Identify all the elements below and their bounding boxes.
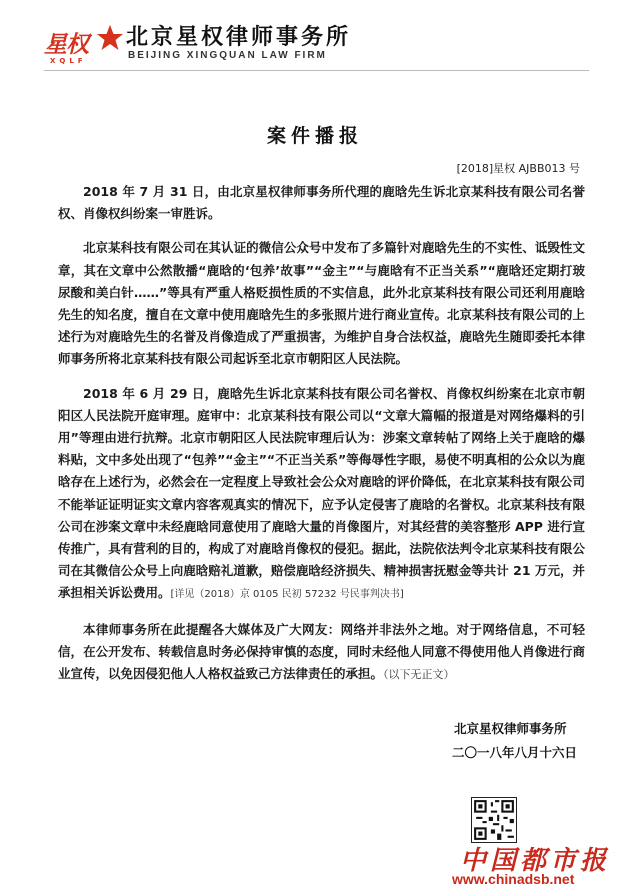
- firm-name-english: BEIJING XINGQUAN LAW FIRM: [128, 50, 327, 61]
- paragraph-3-text: 2018 年 6 月 29 日，鹿晗先生诉北京某科技有限公司名誉权、肖像权纠纷案在北京市朝阳区人民法院开庭审理。庭审中：北京某科技有限公司以“文章大篇幅的报道是对网络爆料的引用”等理由进行抗辩。北京市朝阳区人民法院审理后认为：涉案文章转帖了网络上关于鹿晗的爆料贴，文中多处出现了“包养”“金主”“不正当关系”等侮辱性字眼，易使不明真相的公众以为鹿晗存在上述行为，必然会在一定程度上导致社会公众对鹿晗的评价降低，在北京某科技有限公司不能举证证明证实文章内容客观真实的情况下，应予认定侵害了鹿晗的名誉权。北京某科技有限公司在涉案文章中未经鹿晗同意使用了鹿晗大量的肖像图片，对其经营的美容整形 APP 进行宣传推广，具有营利的目的，构成了对鹿晗肖像权的侵犯。据此，法院依法判令北京某科技有限公司在其微信公众号上向鹿晗赔礼道歉，赔偿鹿晗经济损失、精神损害抚慰金等共计 21 万元，并承担相关诉讼费用。: [58, 385, 585, 601]
- watermark-url: www.chinadsb.net: [452, 871, 575, 887]
- closing-trailer: （以下无正文）: [383, 668, 455, 682]
- signature-block: [454, 717, 577, 765]
- header-divider: [44, 70, 589, 71]
- signature-firm: 北京星权律师事务所: [454, 721, 567, 736]
- reference-number: [2018]星权 AJBB013 号: [456, 162, 580, 175]
- letterhead: [0, 0, 630, 72]
- paragraph-2: 北京某科技有限公司在其认证的微信公众号中发布了多篇针对鹿晗先生的不实性、诋毁性文章，其在文章中公然散播“鹿晗的‘包养’故事”“金主”“与鹿晗有不正当关系”“鹿晗还定期打玻尿酸和美白针……”等具有严重人格贬损性质的不实信息，此外北京某科技有限公司还利用鹿晗先生的知名度，擅自在文章中使用鹿晗先生的多张照片进行商业宣传。北京某科技有限公司的上述行为对鹿晗先生的名誉及肖像造成了严重损害，为维护自身合法权益，鹿晗先生随即委托本律师事务所将北京某科技有限公司起诉至北京市朝阳区人民法院。: [58, 240, 585, 367]
- logo-mark: 星权: [44, 32, 88, 58]
- firm-name-chinese: 北京星权律师事务所: [126, 24, 352, 50]
- closing-text: 本律师事务所在此提醒各大媒体及广大网友：网络并非法外之地。对于网络信息，不可轻信，在公开发布、转载信息时务必保持审慎的态度，同时未经他人同意不得使用他人肖像进行商业宣传，以免因侵犯他人人格权益致己方法律责任的承担。: [58, 621, 585, 682]
- paragraph-3: [58, 383, 585, 607]
- paragraph-4: [58, 619, 585, 687]
- logo-subtext: XQLF: [50, 57, 87, 65]
- watermark-name: 中国都市报: [460, 846, 611, 876]
- firm-logo: [44, 22, 124, 66]
- star-icon: [96, 24, 124, 52]
- paragraph-1: 2018 年 7 月 31 日，由北京星权律师事务所代理的鹿晗先生诉北京某科技有限公司名誉权、肖像权纠纷案一审胜诉。: [58, 184, 585, 222]
- document-title: 案件播报: [266, 125, 363, 147]
- document-body: [58, 181, 585, 698]
- judgment-citation: [详见（2018）京 0105 民初 57232 号民事判决书]: [170, 589, 404, 601]
- signature-date: 二〇一八年八月十六日: [452, 745, 578, 760]
- qr-code-icon: [471, 797, 517, 843]
